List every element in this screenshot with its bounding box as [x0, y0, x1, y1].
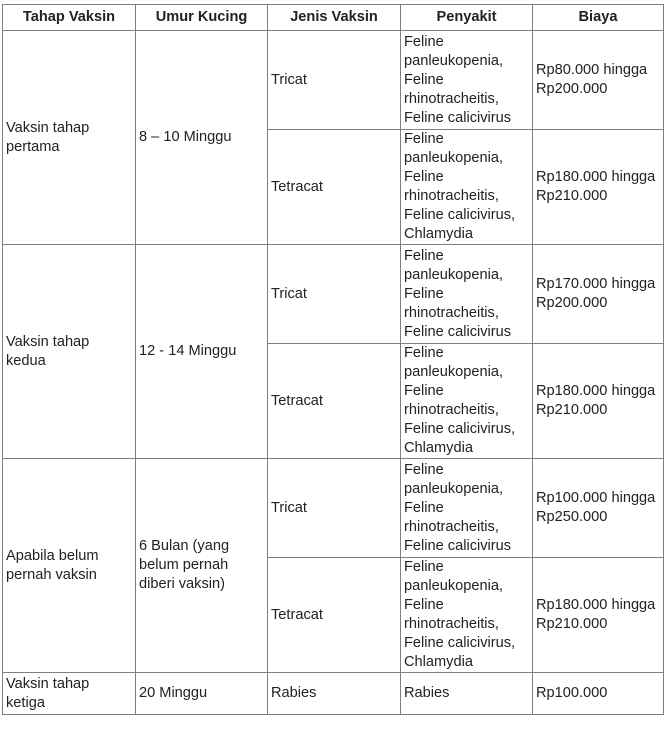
cell-biaya: Rp100.000 — [533, 673, 664, 715]
cell-penyakit: Feline panleukopenia, Feline rhinotracheitis, Feline calicivirus — [401, 31, 533, 130]
header-biaya: Biaya — [533, 5, 664, 31]
cell-biaya: Rp80.000 hingga Rp200.000 — [533, 31, 664, 130]
header-jenis-vaksin: Jenis Vaksin — [268, 5, 401, 31]
table-header — [3, 5, 664, 31]
cell-penyakit: Feline panleukopenia, Feline rhinotracheitis, Feline calicivirus — [401, 245, 533, 344]
cell-jenis: Tetracat — [268, 344, 401, 459]
header-umur-kucing: Umur Kucing — [136, 5, 268, 31]
cell-tahap: Apabila belum pernah vaksin — [3, 459, 136, 673]
cell-biaya: Rp180.000 hingga Rp210.000 — [533, 344, 664, 459]
cell-biaya: Rp100.000 hingga Rp250.000 — [533, 459, 664, 558]
cell-jenis: Tricat — [268, 245, 401, 344]
header-tahap-vaksin: Tahap Vaksin — [3, 5, 136, 31]
table-row — [3, 245, 664, 344]
cell-jenis: Tetracat — [268, 558, 401, 673]
cell-jenis: Tetracat — [268, 130, 401, 245]
cell-tahap: Vaksin tahap ketiga — [3, 673, 136, 715]
table-row — [3, 459, 664, 558]
header-penyakit: Penyakit — [401, 5, 533, 31]
cell-penyakit: Feline panleukopenia, Feline rhinotracheitis, Feline calicivirus, Chlamydia — [401, 130, 533, 245]
cell-biaya: Rp180.000 hingga Rp210.000 — [533, 558, 664, 673]
table-row — [3, 673, 664, 715]
table-body — [3, 31, 664, 715]
header-row — [3, 5, 664, 31]
cell-penyakit: Feline panleukopenia, Feline rhinotracheitis, Feline calicivirus, Chlamydia — [401, 558, 533, 673]
vaccine-schedule-table — [2, 4, 664, 715]
cell-umur: 6 Bulan (yang belum pernah diberi vaksin) — [136, 459, 268, 673]
cell-jenis: Tricat — [268, 459, 401, 558]
cell-tahap: Vaksin tahap kedua — [3, 245, 136, 459]
cell-biaya: Rp180.000 hingga Rp210.000 — [533, 130, 664, 245]
cell-umur: 12 - 14 Minggu — [136, 245, 268, 459]
cell-umur: 20 Minggu — [136, 673, 268, 715]
cell-umur: 8 – 10 Minggu — [136, 31, 268, 245]
cell-jenis: Rabies — [268, 673, 401, 715]
table-row — [3, 31, 664, 130]
cell-tahap: Vaksin tahap pertama — [3, 31, 136, 245]
cell-jenis: Tricat — [268, 31, 401, 130]
cell-penyakit: Rabies — [401, 673, 533, 715]
cell-biaya: Rp170.000 hingga Rp200.000 — [533, 245, 664, 344]
cell-penyakit: Feline panleukopenia, Feline rhinotracheitis, Feline calicivirus — [401, 459, 533, 558]
cell-penyakit: Feline panleukopenia, Feline rhinotracheitis, Feline calicivirus, Chlamydia — [401, 344, 533, 459]
